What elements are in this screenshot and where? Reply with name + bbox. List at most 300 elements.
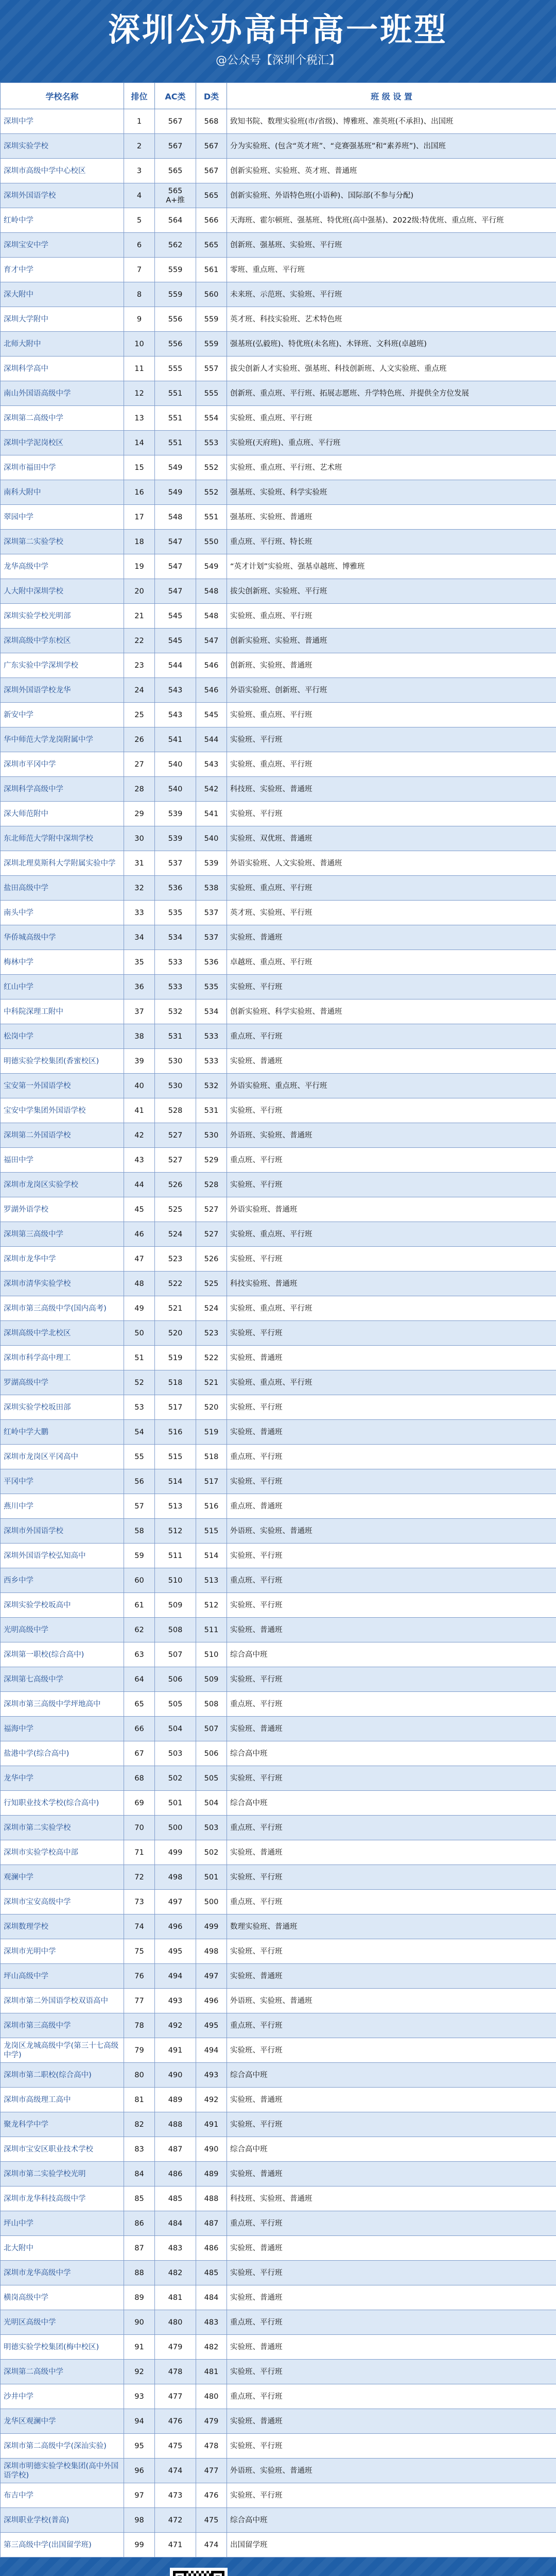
column-header-classes: 班 级 设 置 bbox=[227, 83, 556, 109]
ac-score-cell: 559 bbox=[155, 258, 196, 282]
class-setup-cell: 实验班(天府班)、重点班、平行班 bbox=[227, 431, 556, 455]
d-score-cell: 536 bbox=[196, 950, 227, 975]
d-score-cell: 546 bbox=[196, 653, 227, 678]
class-setup-cell: 零班、重点班、平行班 bbox=[227, 258, 556, 282]
ac-score-cell: 482 bbox=[155, 2261, 196, 2285]
table-row bbox=[1, 1321, 556, 1346]
class-setup-cell: 出国留学班 bbox=[227, 2533, 556, 2557]
class-setup-cell: 创新班、重点班、平行班、拓展志愿班、升学特色班、并提供全方位发展 bbox=[227, 381, 556, 406]
class-setup-cell: 实验班、平行班 bbox=[227, 1173, 556, 1197]
ac-score-cell: 519 bbox=[155, 1346, 196, 1370]
table-row bbox=[1, 2137, 556, 2162]
ac-score-cell: 517 bbox=[155, 1395, 196, 1420]
class-setup-cell: 科技班、实验班、普通班 bbox=[227, 777, 556, 802]
school-name-cell: 深圳实验学校坂高中 bbox=[1, 1593, 124, 1618]
d-score-cell: 499 bbox=[196, 1914, 227, 1939]
table-row bbox=[1, 2088, 556, 2112]
rank-cell: 12 bbox=[124, 381, 155, 406]
rank-cell: 87 bbox=[124, 2236, 155, 2261]
school-name-cell: 红山中学 bbox=[1, 975, 124, 999]
table-row bbox=[1, 1296, 556, 1321]
class-setup-cell: 外语班、实验班、普通班 bbox=[227, 1123, 556, 1148]
ac-score-cell: 505 bbox=[155, 1692, 196, 1717]
school-name-cell: 深圳第二高级中学 bbox=[1, 406, 124, 431]
rank-cell: 71 bbox=[124, 1840, 155, 1865]
d-score-cell: 510 bbox=[196, 1642, 227, 1667]
table-row bbox=[1, 1098, 556, 1123]
rank-cell: 55 bbox=[124, 1445, 155, 1469]
rank-cell: 95 bbox=[124, 2434, 155, 2459]
school-name-cell: 深圳第三高级中学 bbox=[1, 1222, 124, 1247]
school-name-cell: 深圳外国语学校弘知高中 bbox=[1, 1544, 124, 1568]
table-row bbox=[1, 2211, 556, 2236]
class-setup-cell: 创新实验班、外语特色班(小语种)、国际部(不参与分配) bbox=[227, 183, 556, 208]
d-score-cell: 500 bbox=[196, 1890, 227, 1914]
class-setup-cell: 重点班、平行班、特长班 bbox=[227, 530, 556, 554]
ac-score-cell: 473 bbox=[155, 2483, 196, 2508]
d-score-cell: 477 bbox=[196, 2459, 227, 2483]
ac-score-cell: 547 bbox=[155, 579, 196, 604]
d-score-cell: 520 bbox=[196, 1395, 227, 1420]
table-row bbox=[1, 802, 556, 826]
d-score-cell: 551 bbox=[196, 505, 227, 530]
ac-score-cell: 471 bbox=[155, 2533, 196, 2557]
rank-cell: 35 bbox=[124, 950, 155, 975]
table-row bbox=[1, 999, 556, 1024]
class-setup-cell: 外语班、实验班、普通班 bbox=[227, 1989, 556, 2013]
school-name-cell: 深圳市第二职校(综合高中) bbox=[1, 2063, 124, 2088]
rank-cell: 29 bbox=[124, 802, 155, 826]
column-header-rank: 排位 bbox=[124, 83, 155, 109]
table-row bbox=[1, 505, 556, 530]
d-score-cell: 496 bbox=[196, 1989, 227, 2013]
table-row bbox=[1, 159, 556, 183]
class-setup-cell: 卓越班、重点班、平行班 bbox=[227, 950, 556, 975]
class-setup-cell: 实验班、平行班 bbox=[227, 1939, 556, 1964]
qr-code-icon[interactable] bbox=[170, 2568, 228, 2576]
d-score-cell: 506 bbox=[196, 1741, 227, 1766]
class-setup-cell: 强基班、实验班、科学实验班 bbox=[227, 480, 556, 505]
d-score-cell: 549 bbox=[196, 554, 227, 579]
class-setup-cell: 实验班、平行班 bbox=[227, 2434, 556, 2459]
table-row bbox=[1, 1445, 556, 1469]
table-row bbox=[1, 357, 556, 381]
ac-score-cell: 535 bbox=[155, 901, 196, 925]
ac-score-cell: 549 bbox=[155, 455, 196, 480]
rank-cell: 21 bbox=[124, 604, 155, 629]
table-row bbox=[1, 332, 556, 357]
school-name-cell: 红岭中学 bbox=[1, 208, 124, 233]
school-name-cell: 明德实验学校集团(梅中校区) bbox=[1, 2335, 124, 2360]
rank-cell: 9 bbox=[124, 307, 155, 332]
table-row bbox=[1, 258, 556, 282]
d-score-cell: 546 bbox=[196, 678, 227, 703]
rank-cell: 1 bbox=[124, 109, 155, 134]
school-name-cell: 平冈中学 bbox=[1, 1469, 124, 1494]
ac-score-cell: 556 bbox=[155, 307, 196, 332]
rank-cell: 76 bbox=[124, 1964, 155, 1989]
class-setup-cell: 科技班、实验班、普通班 bbox=[227, 2187, 556, 2211]
d-score-cell: 533 bbox=[196, 1049, 227, 1074]
school-name-cell: 深圳市高级理工高中 bbox=[1, 2088, 124, 2112]
table-row bbox=[1, 431, 556, 455]
ac-score-cell: 545 bbox=[155, 629, 196, 653]
rank-cell: 93 bbox=[124, 2384, 155, 2409]
ac-score-cell: 504 bbox=[155, 1717, 196, 1741]
ac-score-cell: 536 bbox=[155, 876, 196, 901]
school-name-cell: 明德实验学校集团(香蜜校区) bbox=[1, 1049, 124, 1074]
d-score-cell: 568 bbox=[196, 109, 227, 134]
class-setup-cell: 实验班、平行班 bbox=[227, 727, 556, 752]
ac-score-cell: 543 bbox=[155, 703, 196, 727]
ac-score-cell: 530 bbox=[155, 1049, 196, 1074]
class-setup-cell: 英才班、科技实验班、艺术特色班 bbox=[227, 307, 556, 332]
school-name-cell: 中科院深理工附中 bbox=[1, 999, 124, 1024]
d-score-cell: 507 bbox=[196, 1717, 227, 1741]
d-score-cell: 523 bbox=[196, 1321, 227, 1346]
ac-score-cell: 551 bbox=[155, 431, 196, 455]
class-setup-cell: 综合高中班 bbox=[227, 2508, 556, 2533]
ac-score-cell: 490 bbox=[155, 2063, 196, 2088]
d-score-cell: 480 bbox=[196, 2384, 227, 2409]
class-setup-cell: 拔尖创新班、实验班、平行班 bbox=[227, 579, 556, 604]
ac-score-cell: 497 bbox=[155, 1890, 196, 1914]
d-score-cell: 530 bbox=[196, 1123, 227, 1148]
ac-score-cell: 480 bbox=[155, 2310, 196, 2335]
rank-cell: 51 bbox=[124, 1346, 155, 1370]
school-name-cell: 深圳市龙华中学 bbox=[1, 1247, 124, 1272]
class-setup-cell: 重点班、平行班 bbox=[227, 1692, 556, 1717]
table-row bbox=[1, 2335, 556, 2360]
ac-score-cell: 500 bbox=[155, 1816, 196, 1840]
class-setup-cell: 外语班、实验班、普通班 bbox=[227, 1519, 556, 1544]
rank-cell: 63 bbox=[124, 1642, 155, 1667]
table-row bbox=[1, 1865, 556, 1890]
ac-score-cell: 530 bbox=[155, 1074, 196, 1098]
rank-cell: 48 bbox=[124, 1272, 155, 1296]
table-body bbox=[1, 109, 556, 2557]
d-score-cell: 560 bbox=[196, 282, 227, 307]
d-score-cell: 540 bbox=[196, 826, 227, 851]
class-setup-cell: 实验班、重点班、平行班 bbox=[227, 752, 556, 777]
table-row bbox=[1, 2459, 556, 2483]
class-setup-cell: 实验班、普通班 bbox=[227, 2088, 556, 2112]
class-setup-cell: 实验班、平行班 bbox=[227, 2112, 556, 2137]
school-name-cell: 深圳市第二高级中学(深汕实验) bbox=[1, 2434, 124, 2459]
d-score-cell: 552 bbox=[196, 455, 227, 480]
d-score-cell: 565 bbox=[196, 183, 227, 208]
table-row bbox=[1, 1123, 556, 1148]
ac-score-cell: 540 bbox=[155, 752, 196, 777]
table-row bbox=[1, 629, 556, 653]
ac-score-cell: 516 bbox=[155, 1420, 196, 1445]
page-title: 深圳公办高中高一班型 bbox=[108, 11, 448, 48]
class-setup-cell: 实验班、普通班 bbox=[227, 2409, 556, 2434]
class-setup-cell: 创新实验班、科学实验班、普通班 bbox=[227, 999, 556, 1024]
table-row bbox=[1, 1494, 556, 1519]
table-row bbox=[1, 1024, 556, 1049]
rank-cell: 43 bbox=[124, 1148, 155, 1173]
class-setup-cell: 数理实验班、普通班 bbox=[227, 1914, 556, 1939]
class-setup-cell: 科技实验班、普通班 bbox=[227, 1272, 556, 1296]
d-score-cell: 524 bbox=[196, 1296, 227, 1321]
ac-score-cell: 533 bbox=[155, 975, 196, 999]
ac-score-cell: 564 bbox=[155, 208, 196, 233]
ac-score-cell: 527 bbox=[155, 1148, 196, 1173]
ac-score-cell: 474 bbox=[155, 2459, 196, 2483]
d-score-cell: 553 bbox=[196, 431, 227, 455]
school-name-cell: 深圳市龙华科技高级中学 bbox=[1, 2187, 124, 2211]
ac-score-cell: 515 bbox=[155, 1445, 196, 1469]
table-row bbox=[1, 1370, 556, 1395]
school-name-cell: 光明高级中学 bbox=[1, 1618, 124, 1642]
table-row bbox=[1, 1766, 556, 1791]
class-setup-cell: 实验班、平行班 bbox=[227, 975, 556, 999]
school-name-cell: 东北师范大学附中深圳学校 bbox=[1, 826, 124, 851]
ac-score-cell: 528 bbox=[155, 1098, 196, 1123]
school-name-cell: 深圳市龙岗区平冈高中 bbox=[1, 1445, 124, 1469]
school-name-cell: 南科大附中 bbox=[1, 480, 124, 505]
rank-cell: 8 bbox=[124, 282, 155, 307]
table-row bbox=[1, 1618, 556, 1642]
table-row bbox=[1, 1816, 556, 1840]
class-setup-cell: 实验班、平行班 bbox=[227, 1667, 556, 1692]
school-name-cell: 罗湖外语学校 bbox=[1, 1197, 124, 1222]
d-score-cell: 492 bbox=[196, 2088, 227, 2112]
d-score-cell: 529 bbox=[196, 1148, 227, 1173]
school-name-cell: 深圳中学泥岗校区 bbox=[1, 431, 124, 455]
table-row bbox=[1, 307, 556, 332]
table-row bbox=[1, 1741, 556, 1766]
rank-cell: 28 bbox=[124, 777, 155, 802]
ac-score-cell: 525 bbox=[155, 1197, 196, 1222]
class-setup-cell: 实验班、普通班 bbox=[227, 2285, 556, 2310]
d-score-cell: 548 bbox=[196, 604, 227, 629]
d-score-cell: 479 bbox=[196, 2409, 227, 2434]
rank-cell: 14 bbox=[124, 431, 155, 455]
table-row bbox=[1, 455, 556, 480]
d-score-cell: 555 bbox=[196, 381, 227, 406]
class-setup-cell: 实验班、平行班 bbox=[227, 2261, 556, 2285]
ac-score-cell: 547 bbox=[155, 530, 196, 554]
column-header-ac: AC类 bbox=[155, 83, 196, 109]
class-setup-cell: 实验班、重点班、平行班 bbox=[227, 406, 556, 431]
class-setup-cell: 实验班、重点班、平行班、艺术班 bbox=[227, 455, 556, 480]
table-row bbox=[1, 1890, 556, 1914]
table-row bbox=[1, 579, 556, 604]
class-setup-cell: 实验班、平行班 bbox=[227, 2360, 556, 2384]
d-score-cell: 513 bbox=[196, 1568, 227, 1593]
table-row bbox=[1, 134, 556, 159]
table-row bbox=[1, 678, 556, 703]
d-score-cell: 501 bbox=[196, 1865, 227, 1890]
d-score-cell: 505 bbox=[196, 1766, 227, 1791]
school-class-table bbox=[0, 82, 556, 2557]
table-row bbox=[1, 901, 556, 925]
rank-cell: 90 bbox=[124, 2310, 155, 2335]
d-score-cell: 509 bbox=[196, 1667, 227, 1692]
school-name-cell: 深圳职业学校(普高) bbox=[1, 2508, 124, 2533]
school-name-cell: 盐田高级中学 bbox=[1, 876, 124, 901]
class-setup-cell: 英才班、实验班、平行班 bbox=[227, 901, 556, 925]
class-setup-cell: 分为实验班、(包含“英才班”、“竞赛强基班”和“素养班”)、出国班 bbox=[227, 134, 556, 159]
school-name-cell: 盐港中学(综合高中) bbox=[1, 1741, 124, 1766]
d-score-cell: 493 bbox=[196, 2063, 227, 2088]
class-setup-cell: 重点班、平行班 bbox=[227, 1816, 556, 1840]
class-setup-cell: 创新班、强基班、实验班、平行班 bbox=[227, 233, 556, 258]
school-name-cell: 坪山中学 bbox=[1, 2211, 124, 2236]
ac-score-cell: 567 bbox=[155, 134, 196, 159]
ac-score-cell: 562 bbox=[155, 233, 196, 258]
ac-score-cell: 512 bbox=[155, 1519, 196, 1544]
class-setup-cell: 重点班、平行班 bbox=[227, 2013, 556, 2038]
rank-cell: 6 bbox=[124, 233, 155, 258]
d-score-cell: 521 bbox=[196, 1370, 227, 1395]
class-setup-cell: 实验班、重点班、平行班 bbox=[227, 1370, 556, 1395]
table-row bbox=[1, 2162, 556, 2187]
d-score-cell: 559 bbox=[196, 307, 227, 332]
class-setup-cell: 实验班、平行班 bbox=[227, 1766, 556, 1791]
school-name-cell: 人大附中深圳学校 bbox=[1, 579, 124, 604]
school-name-cell: 深圳市宝安区职业技术学校 bbox=[1, 2137, 124, 2162]
rank-cell: 23 bbox=[124, 653, 155, 678]
rank-cell: 75 bbox=[124, 1939, 155, 1964]
d-score-cell: 550 bbox=[196, 530, 227, 554]
rank-cell: 33 bbox=[124, 901, 155, 925]
class-setup-cell: 综合高中班 bbox=[227, 1791, 556, 1816]
ac-score-cell: 543 bbox=[155, 678, 196, 703]
d-score-cell: 484 bbox=[196, 2285, 227, 2310]
table-row bbox=[1, 1148, 556, 1173]
ac-score-cell: 523 bbox=[155, 1247, 196, 1272]
ac-score-cell: 492 bbox=[155, 2013, 196, 2038]
rank-cell: 17 bbox=[124, 505, 155, 530]
table-row bbox=[1, 1469, 556, 1494]
ac-score-cell: 489 bbox=[155, 2088, 196, 2112]
school-name-cell: 横岗高级中学 bbox=[1, 2285, 124, 2310]
d-score-cell: 522 bbox=[196, 1346, 227, 1370]
table-row bbox=[1, 2236, 556, 2261]
table-row bbox=[1, 2038, 556, 2063]
school-name-cell: 宝安中学集团外国语学校 bbox=[1, 1098, 124, 1123]
class-setup-cell: 重点班、平行班 bbox=[227, 1568, 556, 1593]
ac-score-cell: 479 bbox=[155, 2335, 196, 2360]
ac-score-cell: 565 bbox=[155, 159, 196, 183]
class-setup-cell: 综合高中班 bbox=[227, 1642, 556, 1667]
d-score-cell: 537 bbox=[196, 925, 227, 950]
rank-cell: 22 bbox=[124, 629, 155, 653]
table-row bbox=[1, 1593, 556, 1618]
class-setup-cell: “英才计划”实验班、强基卓越班、博雅班 bbox=[227, 554, 556, 579]
rank-cell: 92 bbox=[124, 2360, 155, 2384]
school-name-cell: 深圳高级中学北校区 bbox=[1, 1321, 124, 1346]
d-score-cell: 541 bbox=[196, 802, 227, 826]
rank-cell: 49 bbox=[124, 1296, 155, 1321]
class-setup-cell: 实验班、重点班、平行班 bbox=[227, 604, 556, 629]
d-score-cell: 557 bbox=[196, 357, 227, 381]
class-setup-cell: 实验班、平行班 bbox=[227, 2038, 556, 2063]
table-row bbox=[1, 530, 556, 554]
school-name-cell: 深圳市高级中学中心校区 bbox=[1, 159, 124, 183]
ac-score-cell: 472 bbox=[155, 2508, 196, 2533]
ac-score-cell: 544 bbox=[155, 653, 196, 678]
class-setup-cell: 实验班、平行班 bbox=[227, 1865, 556, 1890]
school-name-cell: 罗湖高级中学 bbox=[1, 1370, 124, 1395]
d-score-cell: 482 bbox=[196, 2335, 227, 2360]
rank-cell: 31 bbox=[124, 851, 155, 876]
d-score-cell: 502 bbox=[196, 1840, 227, 1865]
school-name-cell: 坪山高级中学 bbox=[1, 1964, 124, 1989]
school-name-cell: 深大师范附中 bbox=[1, 802, 124, 826]
ac-score-cell: 485 bbox=[155, 2187, 196, 2211]
school-name-cell: 深圳市清华实验学校 bbox=[1, 1272, 124, 1296]
rank-cell: 24 bbox=[124, 678, 155, 703]
class-setup-cell: 未来班、示范班、实验班、平行班 bbox=[227, 282, 556, 307]
rank-cell: 11 bbox=[124, 357, 155, 381]
school-name-cell: 梅林中学 bbox=[1, 950, 124, 975]
table-row bbox=[1, 109, 556, 134]
rank-cell: 57 bbox=[124, 1494, 155, 1519]
school-name-cell: 深圳市福田中学 bbox=[1, 455, 124, 480]
d-score-cell: 539 bbox=[196, 851, 227, 876]
school-name-cell: 广东实验中学深圳学校 bbox=[1, 653, 124, 678]
class-setup-cell: 实验班、重点班、平行班 bbox=[227, 703, 556, 727]
rank-cell: 25 bbox=[124, 703, 155, 727]
school-name-cell: 深大附中 bbox=[1, 282, 124, 307]
rank-cell: 47 bbox=[124, 1247, 155, 1272]
d-score-cell: 476 bbox=[196, 2483, 227, 2508]
rank-cell: 72 bbox=[124, 1865, 155, 1890]
ac-score-cell: 541 bbox=[155, 727, 196, 752]
d-score-cell: 533 bbox=[196, 1024, 227, 1049]
class-setup-cell: 实验班、普通班 bbox=[227, 925, 556, 950]
ac-score-cell: 510 bbox=[155, 1568, 196, 1593]
rank-cell: 10 bbox=[124, 332, 155, 357]
table-row bbox=[1, 554, 556, 579]
rank-cell: 38 bbox=[124, 1024, 155, 1049]
school-name-cell: 深圳市第三高级中学(国内高考) bbox=[1, 1296, 124, 1321]
school-name-cell: 深圳市外国语学校 bbox=[1, 1519, 124, 1544]
school-name-cell: 聚龙科学中学 bbox=[1, 2112, 124, 2137]
ac-score-cell: 514 bbox=[155, 1469, 196, 1494]
table-header-row bbox=[1, 83, 556, 109]
d-score-cell: 534 bbox=[196, 999, 227, 1024]
rank-cell: 16 bbox=[124, 480, 155, 505]
class-setup-cell: 重点班、平行班 bbox=[227, 1445, 556, 1469]
school-name-cell: 深圳实验学校坂田部 bbox=[1, 1395, 124, 1420]
school-name-cell: 沙井中学 bbox=[1, 2384, 124, 2409]
class-setup-cell: 拔尖创新人才实验班、强基班、科技创新班、人文实验班、重点班 bbox=[227, 357, 556, 381]
ac-score-cell: 555 bbox=[155, 357, 196, 381]
class-setup-cell: 重点班、普通班 bbox=[227, 1494, 556, 1519]
rank-cell: 85 bbox=[124, 2187, 155, 2211]
school-name-cell: 深圳市第二外国语学校双语高中 bbox=[1, 1989, 124, 2013]
class-setup-cell: 综合高中班 bbox=[227, 1741, 556, 1766]
ac-score-cell: 518 bbox=[155, 1370, 196, 1395]
table-row bbox=[1, 2384, 556, 2409]
class-setup-cell: 实验班、双优班、普通班 bbox=[227, 826, 556, 851]
school-name-cell: 红岭中学大鹏 bbox=[1, 1420, 124, 1445]
ac-score-cell: 559 bbox=[155, 282, 196, 307]
d-score-cell: 526 bbox=[196, 1247, 227, 1272]
rank-cell: 32 bbox=[124, 876, 155, 901]
class-setup-cell: 综合高中班 bbox=[227, 2137, 556, 2162]
d-score-cell: 525 bbox=[196, 1272, 227, 1296]
rank-cell: 79 bbox=[124, 2038, 155, 2063]
ac-score-cell: 478 bbox=[155, 2360, 196, 2384]
table-row bbox=[1, 183, 556, 208]
school-name-cell: 深圳市龙岗区实验学校 bbox=[1, 1173, 124, 1197]
